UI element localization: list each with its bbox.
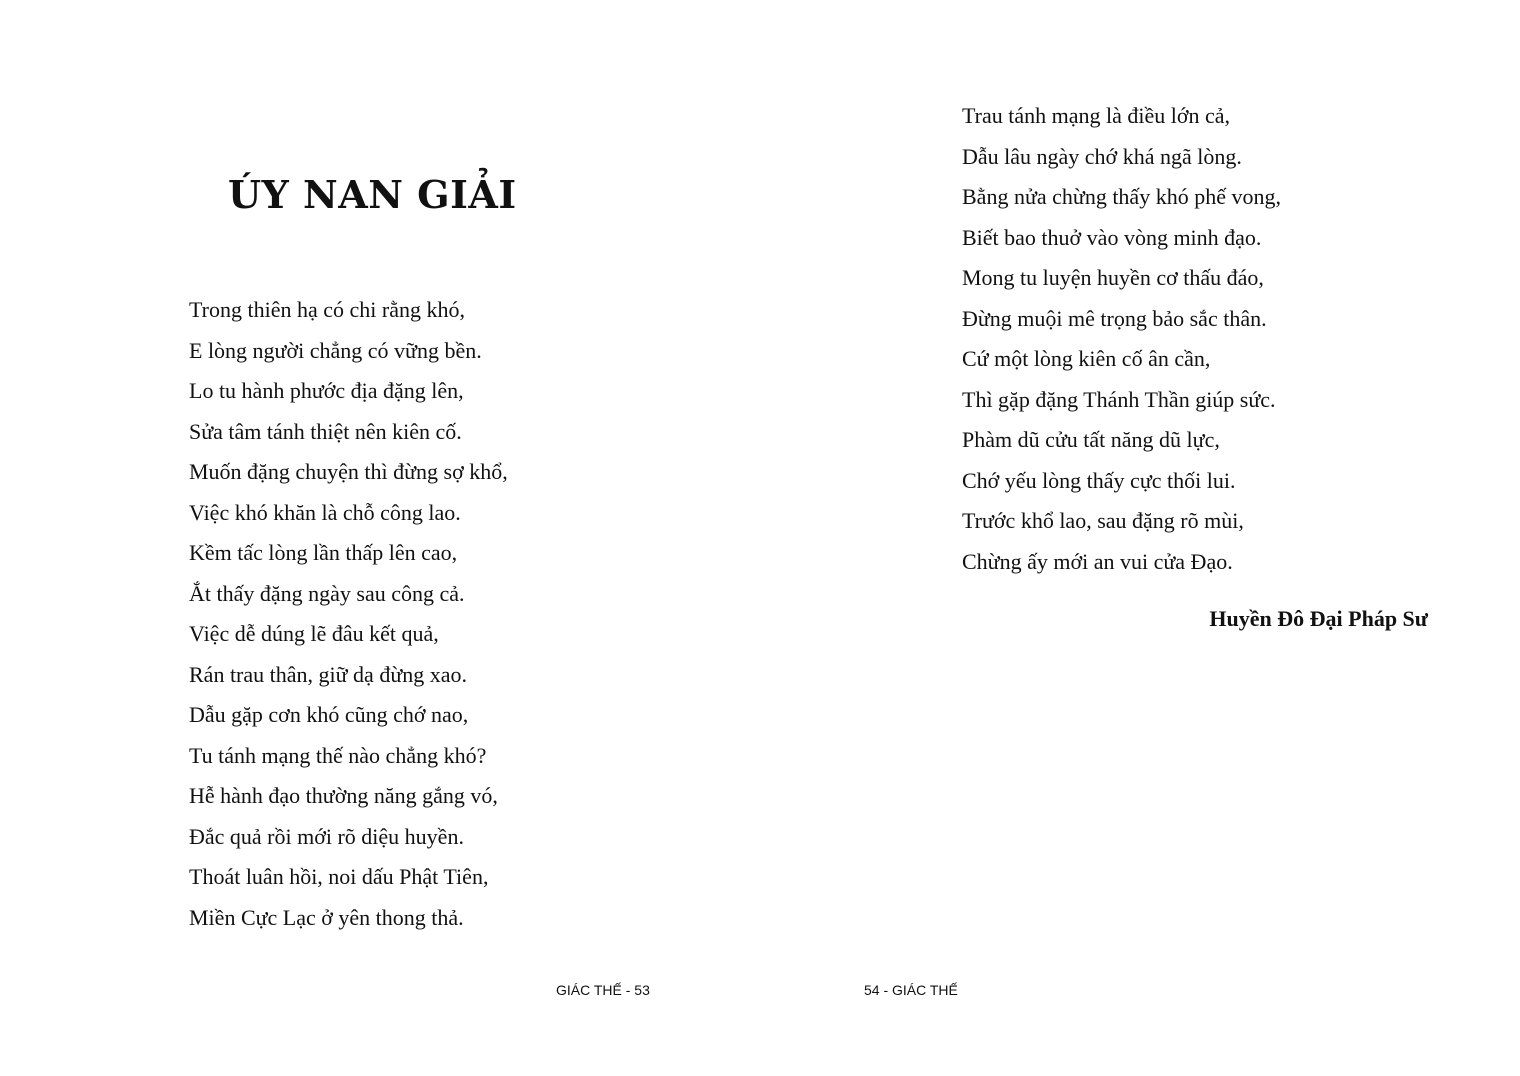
verse-line: Hễ hành đạo thường năng gắng vó, — [189, 783, 498, 808]
verse-line: Mong tu luyện huyền cơ thấu đáo, — [962, 265, 1264, 290]
right-verse-list — [962, 96, 1281, 582]
verse-line: E lòng người chẳng có vững bền. — [189, 337, 482, 363]
verse-line: Phàm dũ cửu tất năng dũ lực, — [962, 427, 1220, 452]
verse-line: Cứ một lòng kiên cố ân cần, — [962, 346, 1211, 371]
verse-line: Trước khổ lao, sau đặng rõ mùi, — [962, 508, 1244, 533]
verse-line: Tu tánh mạng thế nào chẳng khó? — [189, 742, 487, 768]
right-page — [760, 0, 1520, 1076]
verse-line: Biết bao thuở vào vòng minh đạo. — [962, 224, 1262, 250]
verse-line: Thì gặp đặng Thánh Thần giúp sức. — [962, 386, 1276, 412]
verse-line: Sửa tâm tánh thiệt nên kiên cố. — [189, 418, 462, 444]
verse-line: Dẫu lâu ngày chớ khá ngã lòng. — [962, 143, 1242, 169]
verse-line: Việc khó khăn là chỗ công lao. — [189, 499, 461, 525]
page-footer-left: GIÁC THẾ - 53 — [556, 982, 650, 998]
verse-line: Ắt thấy đặng ngày sau công cả. — [189, 580, 465, 606]
verse-line: Rán trau thân, giữ dạ đừng xao. — [189, 661, 468, 687]
verse-line: Thoát luân hồi, noi dấu Phật Tiên, — [189, 864, 489, 889]
verse-line: Miền Cực Lạc ở yên thong thả. — [189, 904, 464, 930]
verse-line: Trong thiên hạ có chi rằng khó, — [189, 297, 465, 322]
verse-line: Đắc quả rồi mới rõ diệu huyền. — [189, 823, 464, 849]
verse-line: Bằng nửa chừng thấy khó phế vong, — [962, 184, 1281, 209]
verse-line: Lo tu hành phước địa đặng lên, — [189, 378, 464, 403]
page-footer-right: 54 - GIÁC THẾ — [864, 982, 958, 998]
verse-line: Việc dễ dúng lẽ đâu kết quả, — [189, 621, 439, 646]
verse-line: Đừng muội mê trọng bảo sắc thân. — [962, 305, 1267, 331]
verse-line: Muốn đặng chuyện thì đừng sợ khổ, — [189, 459, 508, 484]
poem-title: ÚY NAN GIẢI — [228, 172, 517, 217]
left-verse-list — [189, 290, 508, 938]
verse-line: Chừng ấy mới an vui cửa Đạo. — [962, 548, 1233, 574]
verse-line: Chớ yếu lòng thấy cực thối lui. — [962, 467, 1236, 493]
verse-line: Trau tánh mạng là điều lớn cả, — [962, 103, 1231, 128]
author-signature: Huyền Đô Đại Pháp Sư — [1209, 606, 1428, 631]
verse-line: Kềm tấc lòng lần thấp lên cao, — [189, 540, 458, 565]
verse-line: Dẫu gặp cơn khó cũng chớ nao, — [189, 702, 469, 727]
